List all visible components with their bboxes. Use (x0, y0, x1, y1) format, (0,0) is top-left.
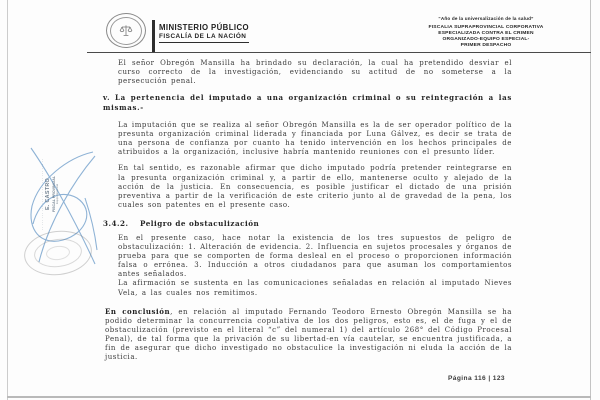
section-number: 3.4.2. (103, 218, 129, 228)
stamp-unit: Equipo Especial (55, 183, 60, 205)
ministry-name: MINISTERIO PÚBLICO (159, 23, 249, 32)
section-title: Peligro de obstaculización (140, 218, 260, 228)
conclusion-lead: En conclusión (105, 306, 171, 316)
paragraph-reintegracion: En tal sentido, es razonable afirmar que dicho imputado podría pretender reintegrarse en la presunta organización criminal y, a partir de ello, mantenerse oculto y alejado de la acción de la justicia. En consecuencia, es posible justificar el dictado de una prisión preventiva a partir de la verificación de este criterio junto al de gravedad de la pena, los cuales son patentes en el presente caso. (118, 164, 512, 209)
section-heading-pertenencia: v. La pertenencia del imputado a una organización criminal o su reintegración a las mismas.- (103, 93, 512, 112)
office-line-1: FISCALIA SUPRAPROVINCIAL CORPORATIVA (428, 24, 544, 30)
motto-text: “Año de la universalización de la salud” (438, 16, 534, 21)
office-line-4: PRIMER DESPACHO (460, 42, 512, 48)
conclusion-rest: , en relación al imputado Fernando Teodoro Ernesto Obregón Mansilla se ha podido determinar la concurrencia copulativa de los dos peligros, esto es, el de fuga y el de obstaculización (previsto en el literal “c” del numeral 1) del artículo 268° del Código Procesal Penal), de tal forma que la privación de su libertad-en vía cautelar, se encuentra justificada, a fin de asegurar que dicho investigado no obstaculice la investigación ni eluda la acción de la justicia. (105, 307, 512, 362)
fiscalia-subtitle: FISCALÍA DE LA NACIÓN (159, 32, 247, 40)
document-body (103, 59, 515, 369)
office-header-block (380, 16, 592, 49)
paragraph-supuestos: En el presente caso, hace notar la existencia de los tres supuestos de peligro de obstaculización: 1. Alteración de evidencia. 2. Influencia en sujetos procesales y órganos de prueba para que se comporten de forma desleal en el proceso o proporcionen información falsa o errónea. 3. Inducción a otros ciudadanos para que asuman los comportamientos antes señalados. (118, 233, 512, 279)
section-heading-obstaculizacion (103, 219, 515, 228)
scan-edge-left (7, 0, 8, 400)
office-line-3: ORGANIZADO-EQUIPO ESPECIAL- (442, 36, 530, 42)
fiscal-stamp (41, 146, 83, 242)
paragraph-declaracion: El señor Obregón Mansilla ha brindado su declaración, la cual ha pretendido desviar el curso correcto de la investigación, evidenciando su actitud de no someterse a la persecución penal. (118, 59, 512, 86)
paragraph-conclusion (105, 307, 512, 363)
stamp-name: E. CASTRO (45, 177, 51, 211)
scan-edge-right (590, 0, 591, 400)
oval-seal-core (45, 245, 71, 262)
footer-page-number: Página 116 | 123 (448, 375, 505, 382)
scales-of-justice-icon (118, 23, 134, 39)
paragraph-imputacion: La imputación que se realiza al señor Obregón Mansilla es la de ser operador político de la presunta organización criminal liderada y financiada por Luna Gálvez, es decir se trata de una persona de confianza por cuanto ha tenido intervención en los hechos principales de atribuidos a la organización, inclusive habría mantenido reuniones con el presunto líder. (118, 121, 512, 157)
office-line-2: ESPECIALIZADA CONTRA EL CRIMEN (438, 30, 534, 36)
ministerio-publico-seal-icon (106, 13, 146, 48)
seal-inner-ring (110, 17, 142, 45)
logo-divider (152, 20, 155, 52)
scan-edge-bottom (7, 396, 591, 398)
header-rule (87, 52, 591, 53)
paragraph-afirmacion: La afirmación se sustenta en las comunicaciones señaladas en relación al imputado Nieves Vela, a las cuales nos remitimos. (118, 279, 512, 297)
stamp-title: FISCAL PROVINCIAL (51, 175, 56, 213)
oval-seal-stamp (22, 227, 95, 279)
oval-seal-inner-ring (32, 236, 83, 270)
ministry-logotype (159, 24, 249, 43)
stamp-signature-line: ······························· (40, 157, 45, 231)
